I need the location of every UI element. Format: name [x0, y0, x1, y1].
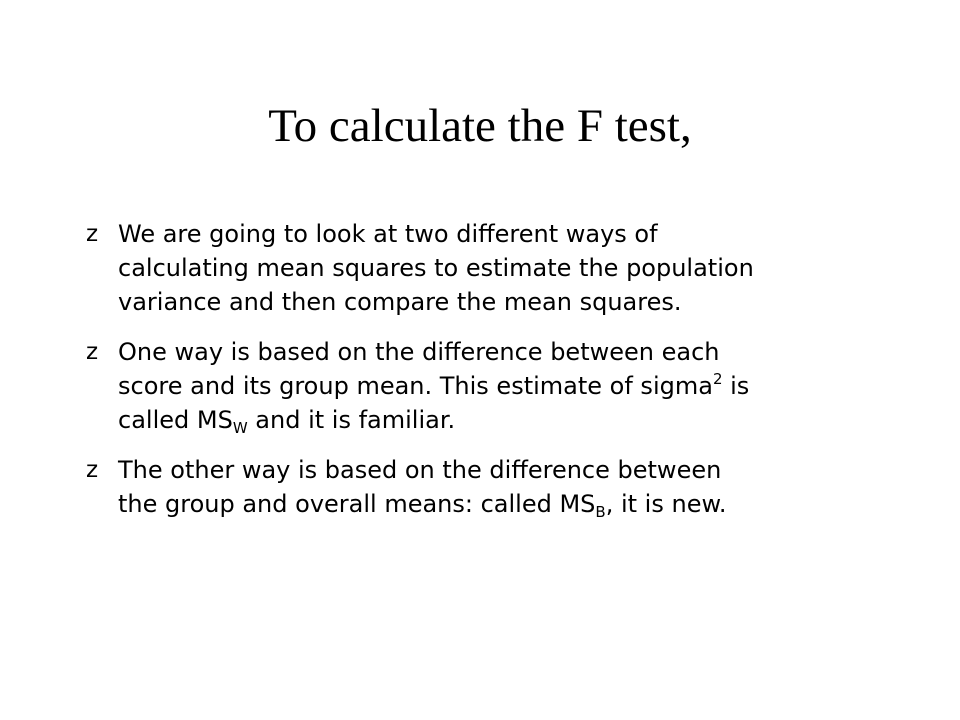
bullet-marker-icon: z	[86, 221, 99, 247]
bullet-item-1	[86, 217, 906, 319]
slide-title: To calculate the F test,	[268, 100, 692, 152]
bullet-1-line-3: variance and then compare the mean squares.	[118, 288, 682, 316]
bullet-1-line-1: We are going to look at two different ways of	[118, 220, 658, 248]
bullet-2-line-2-text: score and its group mean. This estimate of sigma	[118, 372, 713, 400]
bullet-3-line-2-tail: , it is new.	[605, 490, 727, 518]
bullet-2-line-3	[118, 403, 906, 437]
bullet-2-line-3-tail: and it is familiar.	[247, 406, 456, 434]
bullet-marker-icon: z	[86, 457, 99, 483]
ms-within-subscript: W	[232, 419, 248, 437]
bullet-2-line-1: One way is based on the difference between each	[118, 338, 720, 366]
bullet-3-line-2-text: the group and overall means: called MS	[118, 490, 596, 518]
bullet-2-line-2	[118, 369, 906, 403]
bullet-marker-icon: z	[86, 339, 99, 365]
bullet-item-3	[86, 453, 906, 521]
bullet-3-line-2	[118, 487, 906, 521]
sigma-exponent: 2	[712, 370, 723, 388]
bullet-list	[86, 217, 906, 537]
bullet-item-2	[86, 335, 906, 437]
ms-between-subscript: B	[595, 503, 606, 521]
bullet-2-line-3-text: called MS	[118, 406, 233, 434]
bullet-3-line-1: The other way is based on the difference between	[118, 456, 722, 484]
bullet-1-line-2: calculating mean squares to estimate the population	[118, 254, 754, 282]
bullet-2-line-2-tail: is	[722, 372, 750, 400]
